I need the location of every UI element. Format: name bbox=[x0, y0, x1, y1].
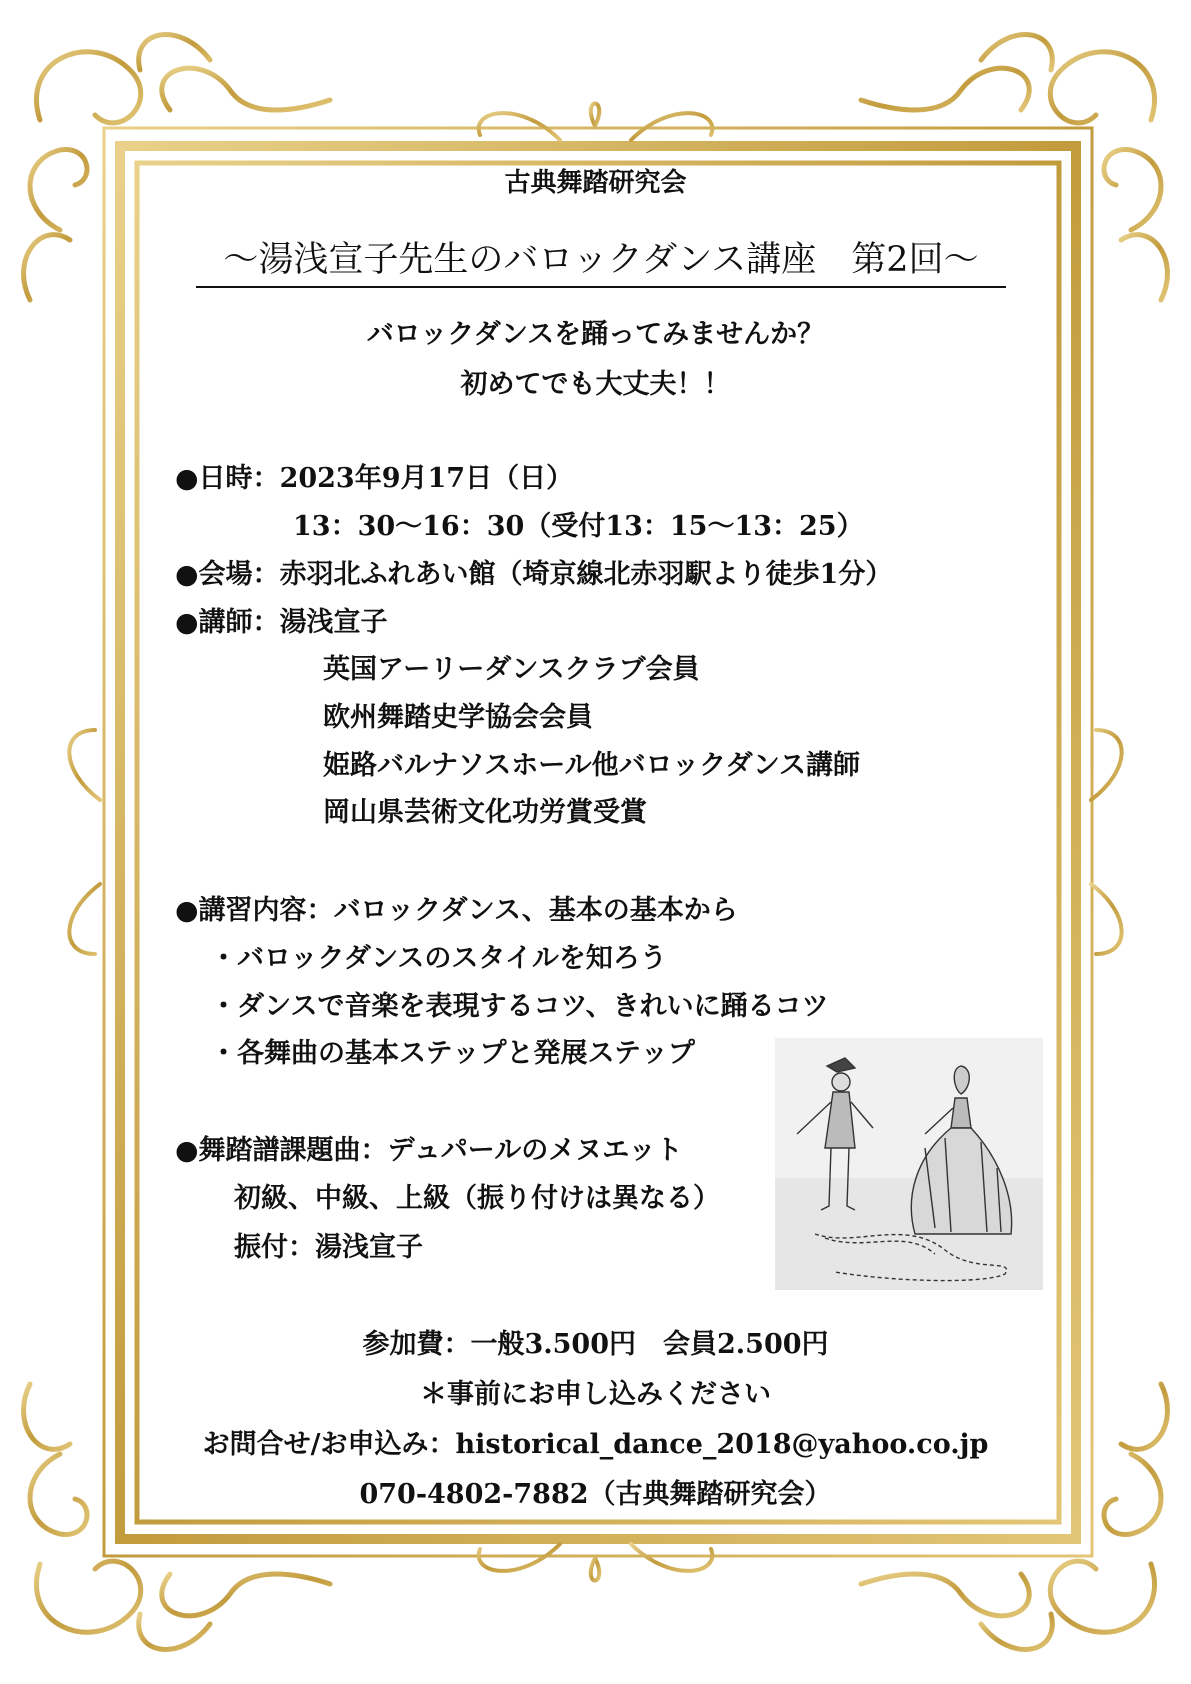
course-content-row bbox=[175, 888, 738, 927]
assigned-piece-label: ●舞踏譜課題曲： bbox=[175, 1135, 388, 1166]
date-row bbox=[175, 456, 573, 495]
course-content-value: バロックダンス、基本の基本から bbox=[333, 895, 738, 926]
venue-label: ●会場： bbox=[175, 559, 280, 590]
lecturer-row bbox=[175, 600, 388, 639]
fee-row bbox=[0, 1322, 1191, 1361]
course-point: ・各舞曲の基本ステップと発展ステップ bbox=[210, 1038, 695, 1069]
choreography-label: 振付： bbox=[234, 1232, 315, 1263]
venue-row bbox=[175, 552, 892, 591]
contact-email[interactable]: historical_dance_2018@yahoo.co.jp bbox=[455, 1429, 989, 1460]
fee-label: 参加費： bbox=[362, 1329, 471, 1360]
contact-label: お問合せ/お申込み： bbox=[202, 1429, 456, 1460]
assigned-piece-row bbox=[175, 1128, 683, 1167]
page-title: ～湯浅宣子先生のバロックダンス講座 第2回～ bbox=[196, 232, 1006, 288]
choreography-value: 湯浅宣子 bbox=[315, 1232, 423, 1263]
contact-row bbox=[0, 1422, 1191, 1461]
course-point: ・ダンスで音楽を表現するコツ、きれいに踊るコツ bbox=[210, 991, 829, 1022]
lecturer-credential: 姫路バルナソスホール他バロックダンス講師 bbox=[323, 750, 861, 781]
lecturer-credential: 岡山県芸術文化功労賞受賞 bbox=[323, 797, 647, 828]
fee-general: 一般3.500円 bbox=[470, 1329, 636, 1360]
date-value: 2023年9月17日（日） bbox=[279, 463, 574, 494]
baroque-dancers-illustration bbox=[775, 1038, 1043, 1290]
course-point: ・バロックダンスのスタイルを知ろう bbox=[210, 943, 667, 974]
tagline-line-2: 初めてでも大丈夫！！ bbox=[460, 369, 731, 400]
tagline-line-1: バロックダンスを踊ってみませんか？ bbox=[366, 319, 825, 350]
date-label: ●日時： bbox=[175, 463, 280, 494]
lecturer-label: ●講師： bbox=[175, 607, 280, 638]
fee-member: 会員2.500円 bbox=[663, 1329, 829, 1360]
venue-value: 赤羽北ふれあい館（埼京線北赤羽駅より徒歩1分） bbox=[279, 559, 893, 590]
levels-row: 初級、中級、上級（振り付けは異なる） bbox=[234, 1183, 720, 1214]
contact-phone[interactable]: 070-4802-7882（古典舞踏研究会） bbox=[359, 1479, 832, 1510]
assigned-piece-value: デュパールのメヌエット bbox=[387, 1135, 683, 1166]
lecturer-credential: 英国アーリーダンスクラブ会員 bbox=[323, 654, 700, 685]
lecturer-name: 湯浅宣子 bbox=[279, 607, 388, 638]
course-content-label: ●講習内容： bbox=[175, 895, 334, 926]
lecturer-credential: 欧州舞踏史学協会会員 bbox=[323, 702, 593, 733]
registration-notice: ＊事前にお申し込みください bbox=[420, 1379, 771, 1410]
organization-heading: 古典舞踏研究会 bbox=[504, 168, 687, 198]
time-row: 13：30～16：30（受付13：15～13：25） bbox=[293, 511, 864, 542]
choreography-row bbox=[234, 1225, 423, 1264]
